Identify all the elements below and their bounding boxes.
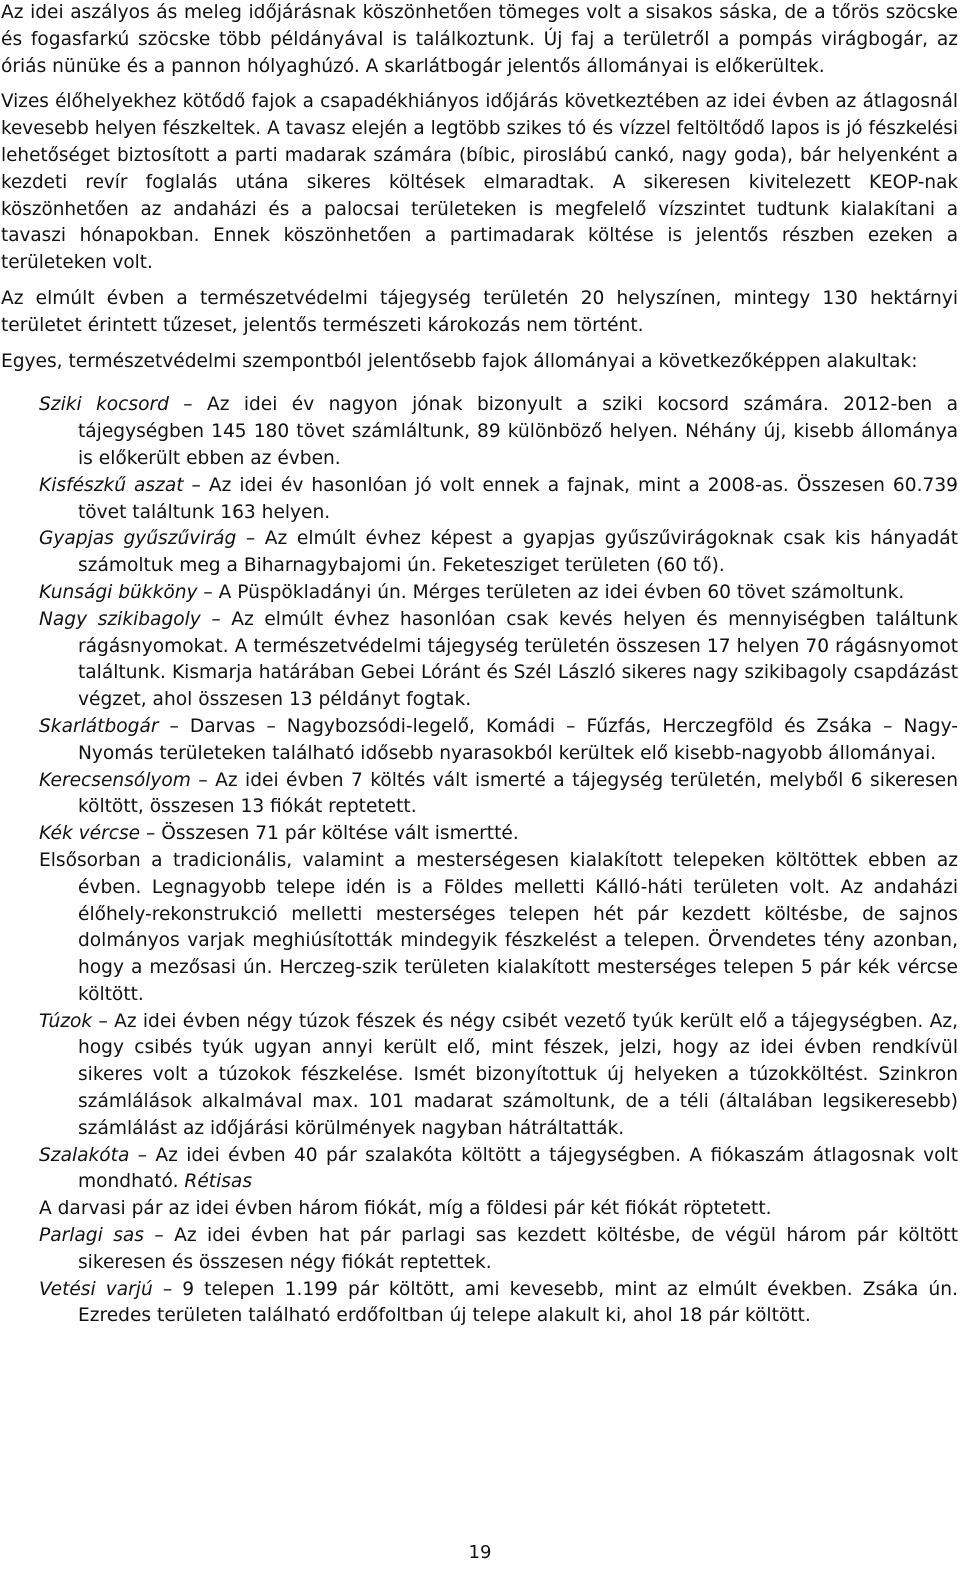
paragraph-insects: Az idei aszályos ás meleg időjárásnak köszönhetően tömeges volt a sisakos sáska, de a tőrös szöcske és fogasfarkú szöcske több példányával is találkoztunk. Új faj a területről a pompás virágbogár, az óriás nünüke és a pannon hólyaghúzó. A skarlátbogár jelentős állományai is előkerültek.	[1, 2, 958, 77]
list-item	[1, 1277, 958, 1331]
species-text: Elsősorban a tradicionális, valamint a mesterségesen kialakított telepeken költöttek ebben az évben. Legnagyobb telepe idén is a Földes melletti Kálló-háti területen volt. Az andaházi élőhely-rekonstrukció melletti mesterséges telepen hét pár kezdett költésbe, de sajnos dolmányos varjak meghiúsították mindegyik fészkelést a telepen. Örvendetes tény azonban, hogy a mezősasi ún. Herczeg-szik területen kialakított mesterséges telepen 5 pár kék vércse költött.	[39, 849, 958, 1005]
list-item	[1, 714, 958, 768]
list-item	[1, 526, 958, 580]
species-name: Sziki kocsord	[39, 394, 169, 416]
species-text: – Az idei évben 7 költés vált ismerté a tájegység területén, melyből 6 sikeresen költött, összesen 13 fiókát reptetett.	[78, 769, 958, 818]
list-item	[1, 473, 958, 527]
species-text: – Az elmúlt évhez hasonlóan csak kevés helyen és mennyiségben találtunk rágásnyomokat. A természetvédelmi tájegység területén összesen 17 helyen 70 rágásnyomot találtunk. Kismarja határában Gebei Lóránt és Szél László sikeres nagy szikibagoly csapdázást végzet, ahol összesen 13 példányt fogtak.	[78, 608, 958, 711]
species-text: – Az idei évben négy túzok fészek és négy csibét vezető tyúk került elő a tájegységben. Az, hogy csibés tyúk ugyan annyi került elő, mint fészek, jelzi, hogy az idei évben rendkívül sikeres volt a túzokok fészkelése. Ismét bizonyítottuk új helyeken a túzokköltést. Szinkron számlálások alkalmával max. 101 madarat számoltunk, de a téli (általában legsikeresebb) számlálást az időjárási körülmények nagyban hátráltatták.	[78, 1010, 958, 1139]
species-name: Nagy szikibagoly	[39, 608, 201, 630]
species-name: Gyapjas gyűszűvirág	[39, 528, 237, 550]
species-name: Kerecsensólyom	[39, 769, 191, 791]
page-number: 19	[468, 1542, 492, 1563]
list-item	[1, 821, 958, 848]
species-text: – A Püspökladányi ún. Mérges területen az idei évben 60 tövet számoltunk.	[197, 581, 905, 603]
list-item	[1, 1009, 958, 1143]
species-name: Kisfészkű aszat	[39, 474, 184, 496]
paragraph-intro-species: Egyes, természetvédelmi szempontból jelentősebb fajok állományai a következőképpen alakultak:	[1, 350, 918, 372]
paragraph-fires: Az elmúlt évben a természetvédelmi tájegység területén 20 helyszínen, mintegy 130 hektárnyi területet érintett tűzeset, jelentős természeti károkozás nem történt.	[1, 287, 958, 336]
species-name: Parlagi sas	[39, 1225, 144, 1247]
paragraph-wetland-species: Vizes élőhelyekhez kötődő fajok a csapadékhiányos időjárás következtében az idei évben az átlagosnál kevesebb helyen fészkeltek. A tavasz elején a legtöbb szikes tó és vízzel feltöltődő lapos is jó fészkelési lehetőséget biztosított a parti madarak számára (bíbic, piroslábú cankó, nagy goda), bár helyenként a kezdeti revír foglalás utána sikeres költések elmaradtak. A sikeresen kivitelezett KEOP-nak köszönhetően az andaházi és a palocsai területeken is megfelelő vízszintet tudtunk kialakítani a tavaszi hónapokban. Ennek köszönhetően a partimadarak költése is jelentős részben ezeken a területeken volt.	[1, 91, 958, 274]
list-item	[1, 580, 958, 607]
species-text: A darvasi pár az idei évben három fiókát, míg a földesi pár két fiókát röptetett.	[39, 1198, 772, 1220]
list-item	[1, 768, 958, 822]
list-item	[1, 848, 958, 1009]
species-text: – Az idei évben hat pár parlagi sas kezdett költésbe, de végül három pár költött sikeresen és összesen négy fiókát reptettek.	[78, 1225, 958, 1273]
species-list	[1, 392, 958, 1330]
list-item	[1, 1196, 958, 1223]
species-text: – Összesen 71 pár költése vált ismertté.	[140, 823, 519, 845]
species-text: – Az elmúlt évhez képest a gyapjas gyűszűvirágoknak csak kis hányadát számoltuk meg a Biharnagybajomi ún. Feketesziget területen (60 tő).	[78, 528, 958, 577]
species-text: – Az idei év hasonlóan jó volt ennek a fajnak, mint a 2008-as. Összesen 60.739 tövet találtunk 163 helyen.	[78, 474, 958, 523]
species-name: Kék vércse	[39, 823, 141, 845]
species-name: Vetési varjú	[39, 1278, 153, 1300]
species-name: Skarlátbogár	[39, 715, 159, 737]
species-text: – Darvas – Nagybozsódi-legelő, Komádi – Fűzfás, Herczegföld és Zsáka – Nagy-Nyomás területeken található idősebb nyarasokból kerültek elő kisebb-nagyobb állományai.	[78, 715, 958, 764]
list-item	[1, 1223, 958, 1277]
species-name: Túzok	[39, 1010, 93, 1032]
species-name: Rétisas	[184, 1171, 253, 1193]
list-item	[1, 392, 958, 472]
species-text: – Az idei év nagyon jónak bizonyult a sziki kocsord számára. 2012-ben a tájegységben 145 180 tövet számláltunk, 89 különböző helyen. Néhány új, kisebb állománya is előkerült ebben az évben.	[78, 394, 958, 469]
species-text: – Az idei évben 40 pár szalakóta költött a tájegységben. A fiókaszám átlagosnak volt mondható.	[78, 1144, 958, 1193]
species-text: – 9 telepen 1.199 pár költött, ami kevesebb, mint az elmúlt években. Zsáka ún. Ezredes területen található erdőfoltban új telepe alakult ki, ahol 18 pár költött.	[78, 1278, 958, 1327]
species-name: Kunsági bükköny	[39, 581, 198, 603]
list-item	[1, 607, 958, 714]
list-item	[1, 1143, 958, 1197]
species-name: Szalakóta	[39, 1144, 130, 1166]
